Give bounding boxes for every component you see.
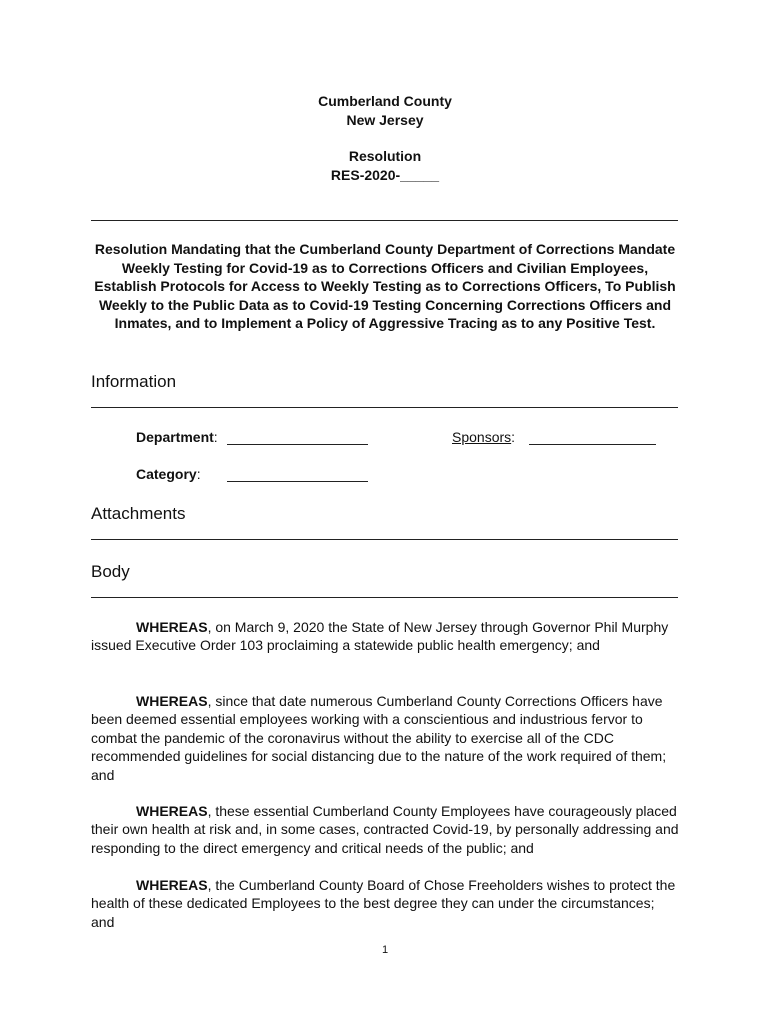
whereas-paragraph-2: WHEREAS, since that date numerous Cumberland County Corrections Officers have been deemed essential employees working with a conscientious and industrious fervor to combat the pandemic of the coronavirus without the ability to exercise all of the CDC recommended guidelines for social distancing due to the nature of the work required of them; and bbox=[91, 693, 667, 783]
document-header bbox=[0, 92, 770, 184]
whereas-paragraph-1: WHEREAS, on March 9, 2020 the State of New Jersey through Governor Phil Murphy issued Executive Order 103 proclaiming a statewide public health emergency; and bbox=[91, 619, 669, 654]
department-label: Department: bbox=[136, 429, 218, 445]
state-name: New Jersey bbox=[346, 111, 424, 128]
document-type: Resolution bbox=[348, 148, 422, 164]
category-field[interactable] bbox=[227, 481, 368, 482]
section-heading-attachments: Attachments bbox=[91, 504, 186, 523]
information-divider bbox=[91, 407, 678, 408]
category-label: Category: bbox=[136, 466, 201, 482]
section-heading-information: Information bbox=[91, 372, 177, 391]
page-number: 1 bbox=[381, 944, 389, 956]
department-field[interactable] bbox=[227, 444, 368, 445]
whereas-paragraph-4: WHEREAS, the Cumberland County Board of Chose Freeholders wishes to protect the health of these dedicated Employees to the best degree they can under the circumstances; and bbox=[91, 877, 676, 930]
attachments-divider bbox=[91, 539, 678, 540]
resolution-number: RES-2020-_____ bbox=[330, 166, 440, 183]
section-heading-body: Body bbox=[91, 562, 130, 581]
sponsors-field[interactable] bbox=[529, 444, 656, 445]
resolution-title: Resolution Mandating that the Cumberland County Department of Corrections Mandate Weekly Testing for Covid-19 as to Corrections Officers and Civilian Employees, Establish Protocols for Access to Weekly Testing as to Corrections Officers, To Publish Weekly to the Public Data as to Covid-19 Testing Concerning Corrections Officers and Inmates, and to Implement a Policy of Aggressive Tracing as to any Positive Test. bbox=[94, 241, 676, 332]
county-name: Cumberland County bbox=[318, 93, 452, 109]
body-divider bbox=[91, 597, 678, 598]
header-divider bbox=[91, 220, 678, 221]
whereas-paragraph-3: WHEREAS, these essential Cumberland County Employees have courageously placed their own health at risk and, in some cases, contracted Covid-19, by personally addressing and responding to the direct emergency and critical needs of the public; and bbox=[91, 803, 679, 856]
sponsors-label: Sponsors: bbox=[452, 429, 516, 445]
